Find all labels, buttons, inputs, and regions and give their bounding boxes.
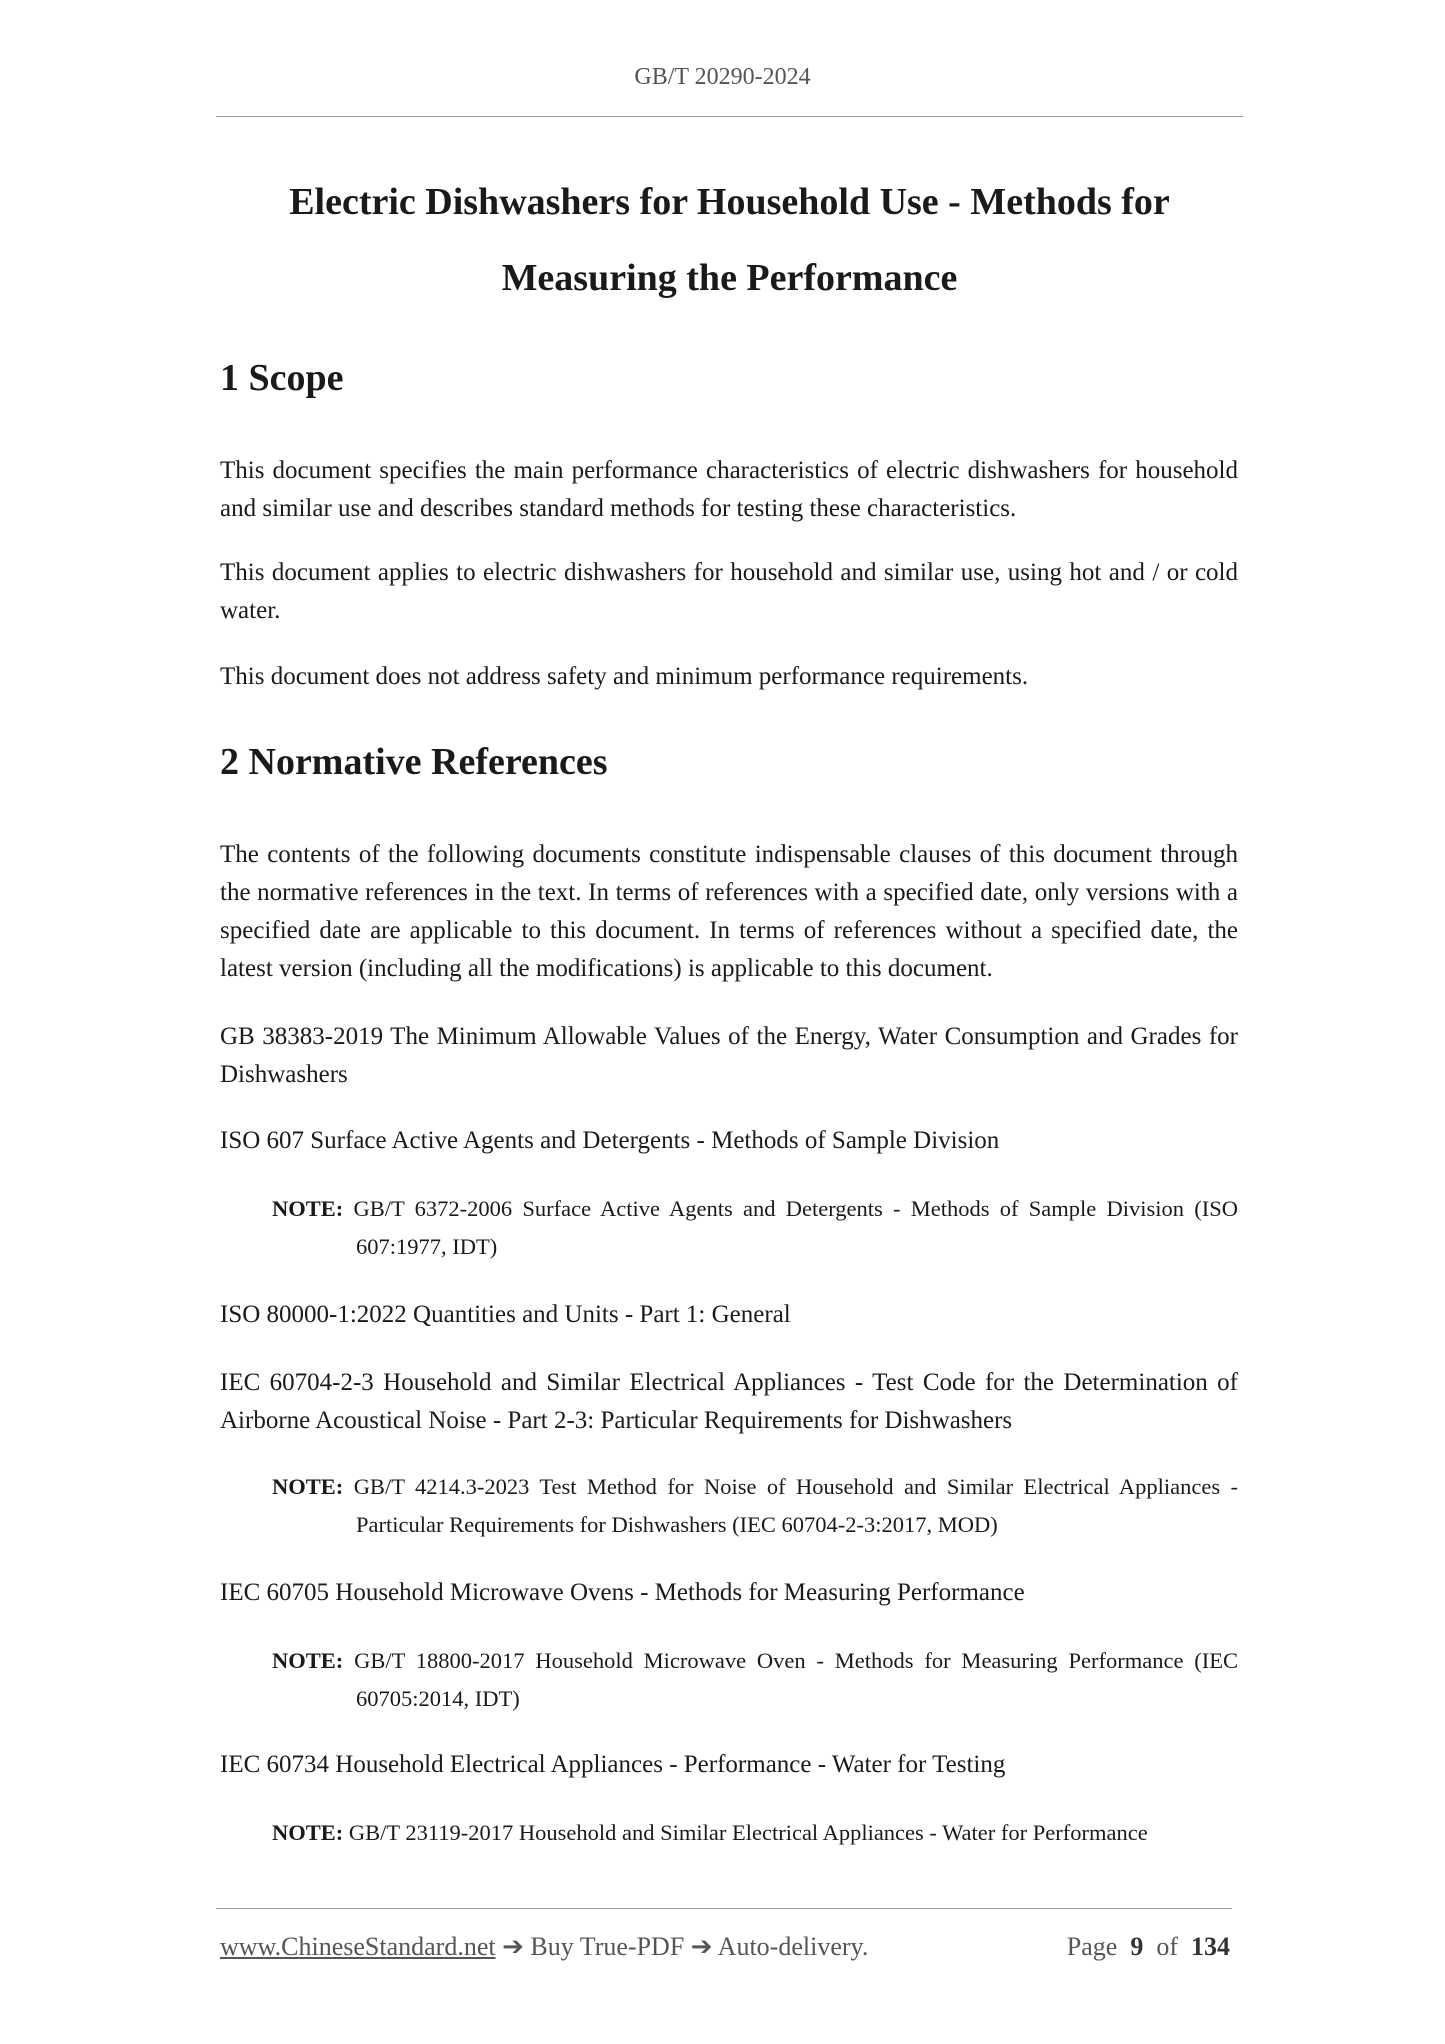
reference-item: ISO 607 Surface Active Agents and Detergents - Methods of Sample Division	[220, 1127, 1000, 1154]
note-text: GB/T 18800-2017 Household Microwave Oven - Methods for Measuring Performance (IEC 60705:2014, IDT)	[354, 1648, 1238, 1711]
reference-item: IEC 60734 Household Electrical Appliances - Performance - Water for Testing	[220, 1751, 1006, 1778]
reference-note	[272, 1642, 1238, 1718]
arrow-right-icon: ➔	[690, 1932, 713, 1961]
buy-text: Buy True-PDF	[530, 1932, 685, 1961]
title-line-1: Electric Dishwashers for Household Use - Methods for	[289, 181, 1170, 223]
note-text: GB/T 23119-2017 Household and Similar Electrical Appliances - Water for Performance	[348, 1820, 1148, 1845]
footer-promo	[220, 1932, 868, 1962]
page-number	[1067, 1932, 1230, 1962]
reference-note	[272, 1468, 1238, 1544]
delivery-text: Auto-delivery.	[717, 1932, 869, 1961]
scope-paragraph-3: This document does not address safety and minimum performance requirements.	[220, 663, 1029, 690]
note-text: GB/T 6372-2006 Surface Active Agents and Detergents - Methods of Sample Division (ISO 607:1977, IDT)	[353, 1196, 1238, 1259]
note-text: GB/T 4214.3-2023 Test Method for Noise of Household and Similar Electrical Appliances - Particular Requirements for Dishwashers (IEC 60704-2-3:2017, MOD)	[353, 1474, 1238, 1537]
reference-item: IEC 60705 Household Microwave Ovens - Methods for Measuring Performance	[220, 1579, 1025, 1606]
note-label: NOTE:	[272, 1474, 344, 1499]
of-word: of	[1156, 1932, 1178, 1961]
note-label: NOTE:	[272, 1648, 344, 1673]
page-word: Page	[1066, 1932, 1118, 1961]
reference-note	[272, 1190, 1238, 1266]
header-standard-code: GB/T 20290-2024	[634, 64, 811, 90]
references-intro-paragraph: The contents of the following documents constitute indispensable clauses of this document through the normative references in the text. In terms of references with a specified date, only versions with a specified date are applicable to this document. In terms of references without a specified date, the latest version (including all the modifications) is applicable to this document.	[220, 841, 1238, 982]
page-total: 134	[1191, 1932, 1230, 1961]
note-label: NOTE:	[272, 1820, 344, 1845]
arrow-right-icon: ➔	[502, 1932, 524, 1961]
title-line-2: Measuring the Performance	[501, 257, 958, 299]
reference-item: ISO 80000-1:2022 Quantities and Units - Part 1: General	[220, 1301, 791, 1328]
scope-paragraph-2: This document applies to electric dishwashers for household and similar use, using hot and / or cold water.	[220, 559, 1238, 624]
document-title	[216, 164, 1243, 316]
footer-divider	[216, 1908, 1232, 1909]
section-1-heading: 1 Scope	[220, 357, 344, 399]
reference-item: GB 38383-2019 The Minimum Allowable Values of the Energy, Water Consumption and Grades for Dishwashers	[220, 1023, 1238, 1088]
reference-item: IEC 60704-2-3 Household and Similar Electrical Appliances - Test Code for the Determination of Airborne Acoustical Noise - Part 2-3: Particular Requirements for Dishwashers	[220, 1369, 1238, 1434]
reference-note	[272, 1814, 1238, 1852]
site-link[interactable]: www.ChineseStandard.net	[220, 1932, 496, 1961]
header-divider	[216, 116, 1243, 117]
page-current: 9	[1130, 1932, 1144, 1961]
scope-paragraph-1: This document specifies the main performance characteristics of electric dishwashers for household and similar use and describes standard methods for testing these characteristics.	[220, 457, 1238, 522]
note-label: NOTE:	[272, 1196, 344, 1221]
section-2-heading: 2 Normative References	[220, 741, 608, 783]
